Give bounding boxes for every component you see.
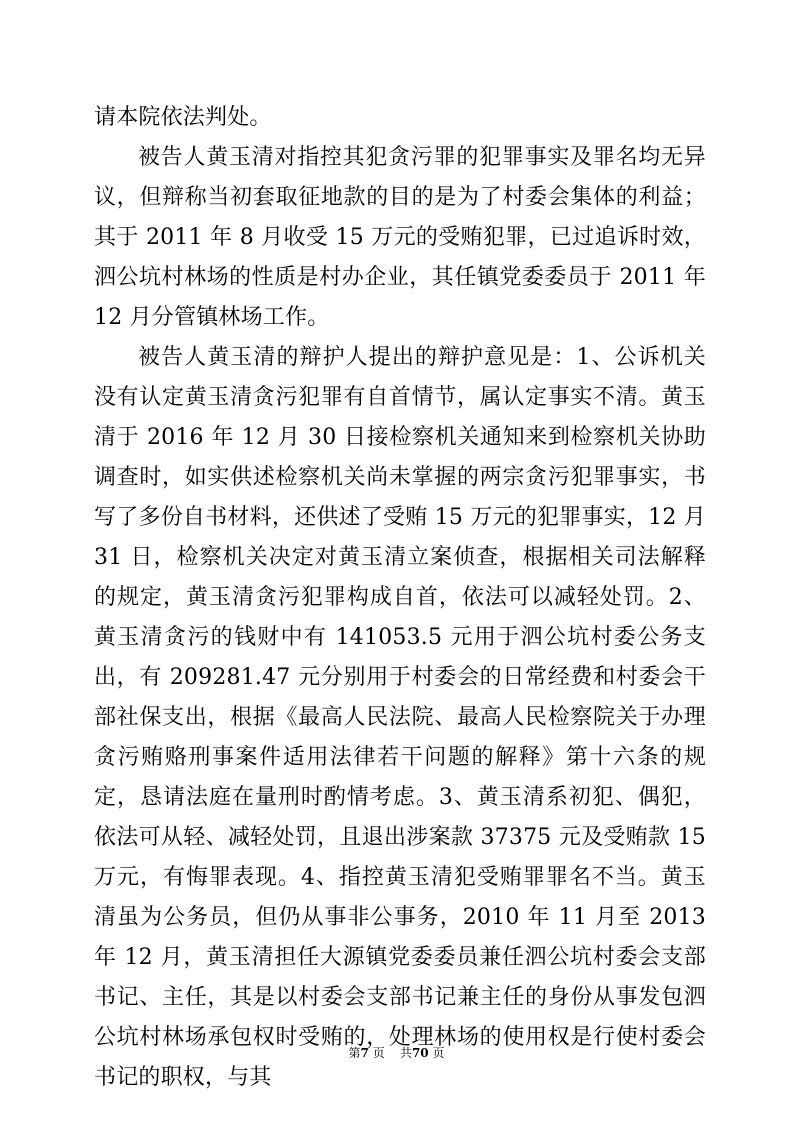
document-body (94, 98, 706, 1098)
footer-total-pages: 70 (411, 1046, 429, 1060)
paragraph-2: 被告人黄玉清对指控其犯贪污罪的犯罪事实及罪名均无异议，但辩称当初套取征地款的目的是为了村委会集体的利益；其于 2011 年 8 月收受 15 万元的受贿犯罪，已过追诉时效，泗公坑村林场的性质是村办企业，其任镇党委委员于 2011 年 12 月分管镇林场工作。 (94, 145, 706, 330)
paragraph-3: 被告人黄玉清的辩护人提出的辩护意见是：1、公诉机关没有认定黄玉清贪污犯罪有自首情节，属认定事实不清。黄玉清于 2016 年 12 月 30 日接检察机关通知来到检察机关协助调查时，如实供述检察机关尚未掌握的两宗贪污犯罪事实，书写了多份自书材料，还供述了受贿 15 万元的犯罪事实，12 月 31 日，检察机关决定对黄玉清立案侦查，根据相关司法解释的规定，黄玉清贪污犯罪构成自首，依法可以减轻处罚。2、黄玉清贪污的钱财中有 141053.5 元用于泗公坑村委公务支出，有 209281.47 元分别用于村委会的日常经费和村委会干部社保支出，根据《最高人民法院、最高人民检察院关于办理贪污贿赂刑事案件适用法律若干问题的解释》第十六条的规定，恳请法庭在量刑时酌情考虑。3、黄玉清系初犯、偶犯，依法可从轻、减轻处罚，且退出涉案款 37375 元及受贿款 15 万元，有悔罪表现。4、指控黄玉清犯受贿罪罪名不当。黄玉清虽为公务员，但仍从事非公事务，2010 年 11 月至 2013 年 12 月，黄玉清担任大源镇党委委员兼任泗公坑村委会支部书记、主任，其是以村委会支部书记兼主任的身份从事发包泗公坑村林场承包权时受贿的，处理林场的使用权是行使村委会书记的职权，与其 (94, 345, 706, 1090)
footer-middle: 页 共 (368, 1046, 412, 1060)
footer-prefix: 第 (348, 1046, 361, 1060)
paragraph-1: 请本院依法判处。 (94, 105, 272, 130)
footer-page-number: 7 (360, 1046, 369, 1060)
footer-suffix: 页 (428, 1046, 445, 1060)
page-footer (0, 1044, 793, 1061)
